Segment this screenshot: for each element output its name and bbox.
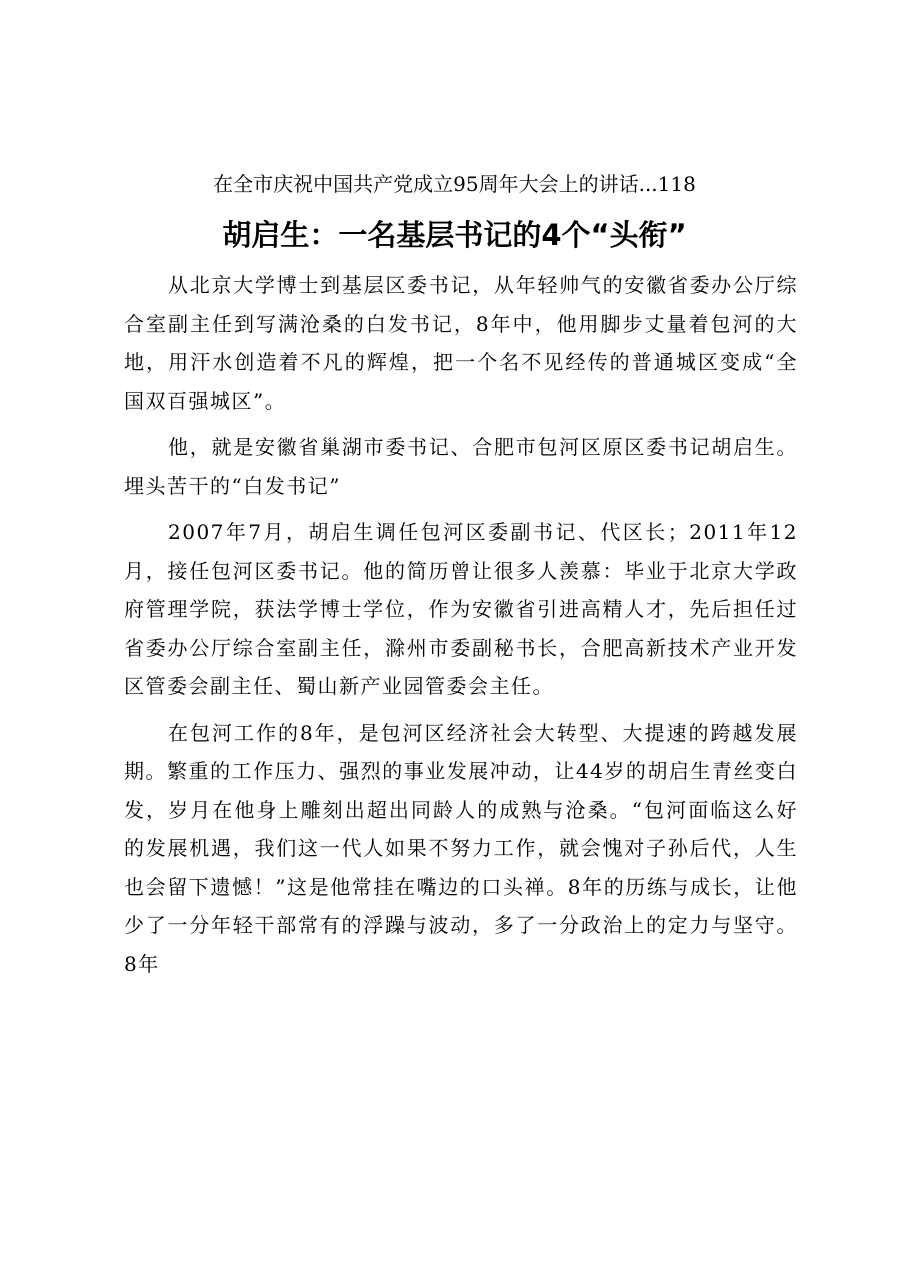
paragraph-1: 从北京大学博士到基层区委书记，从年轻帅气的安徽省委办公厅综合室副主任到写满沧桑的白发书记，8年中，他用脚步丈量着包河的大地，用汗水创造着不凡的辉煌，把一个名不见经传的普通城区变成“全国双百强城区”。 xyxy=(124,273,798,413)
paragraph-3: 2007年7月，胡启生调任包河区委副书记、代区长；2011年12月，接任包河区委书记。他的简历曾让很多人羡慕：毕业于北京大学政府管理学院，获法学博士学位，作为安徽省引进高精人才，先后担任过省委办公厅综合室副主任，滁州市委副秘书长，合肥高新技术产业开发区管委会副主任、蜀山新产业园管委会主任。 xyxy=(124,520,798,698)
toc-entry: 在全市庆祝中国共产党成立95周年大会上的讲话...118 xyxy=(213,172,696,196)
article-title: 胡启生：一名基层书记的4个“头衔” xyxy=(222,218,687,252)
paragraph-4: 在包河工作的8年，是包河区经济社会大转型、大提速的跨越发展期。繁重的工作压力、强烈的事业发展冲动，让44岁的胡启生青丝变白发，岁月在他身上雕刻出超出同龄人的成熟与沧桑。“包河面临这么好的发展机遇，我们这一代人如果不努力工作，就会愧对子孙后代，人生也会留下遗憾！”这是他常挂在嘴边的口头禅。8年的历练与成长，让他少了一分年轻干部常有的浮躁与波动，多了一分政治上的定力与坚守。8年 xyxy=(124,720,798,976)
paragraph-2: 他，就是安徽省巢湖市委书记、合肥市包河区原区委书记胡启生。埋头苦干的“白发书记” xyxy=(124,435,798,498)
article-body xyxy=(124,266,798,983)
